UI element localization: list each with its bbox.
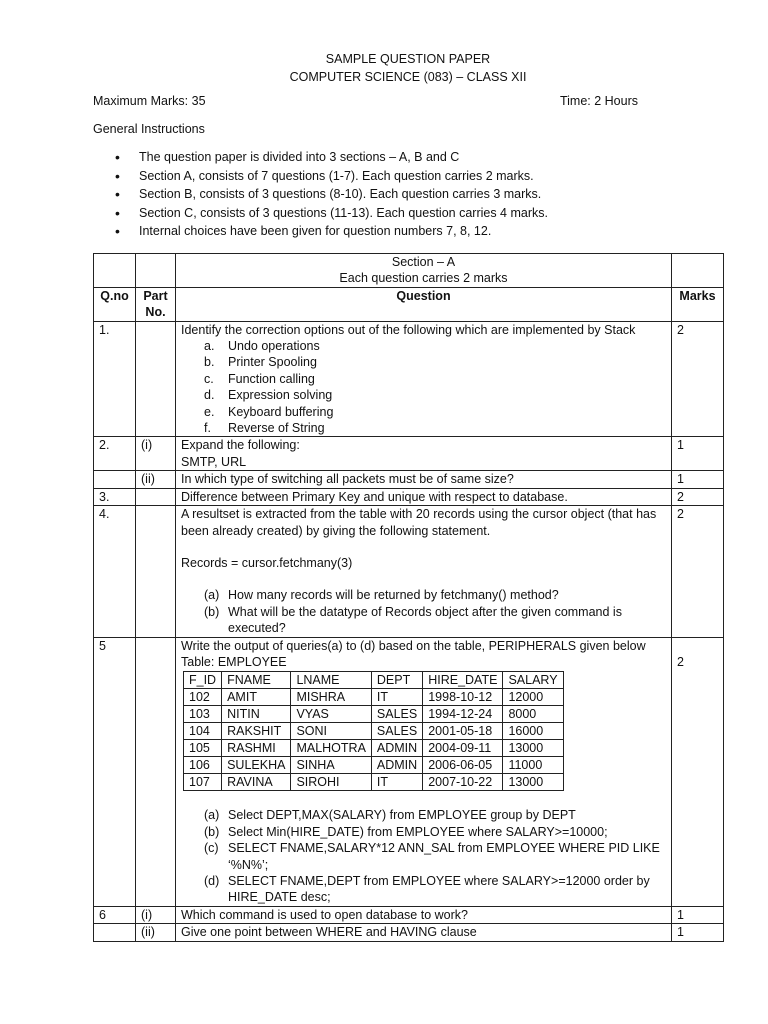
option-item: d. Expression solving	[204, 388, 333, 403]
emp-cell: 12000	[503, 689, 563, 706]
q5-text: Write the output of queries(a) to (d) based on the table, PERIPHERALS given below	[181, 638, 646, 653]
emp-header-cell: HIRE_DATE	[423, 672, 503, 689]
question-marks: 1	[672, 471, 724, 488]
question-row	[94, 506, 724, 637]
employee-row	[184, 774, 564, 791]
emp-cell: SALES	[371, 706, 422, 723]
emp-cell: IT	[371, 689, 422, 706]
option-item: c. Function calling	[204, 371, 315, 386]
query-item: (a) Select DEPT,MAX(SALARY) from EMPLOYEE group by DEPT	[204, 808, 576, 823]
instruction-item: • The question paper is divided into 3 sections – A, B and C	[139, 148, 723, 167]
question-marks: 2	[672, 506, 724, 637]
employee-table	[183, 671, 564, 791]
emp-header-cell: DEPT	[371, 672, 422, 689]
question-number: 5	[94, 637, 136, 906]
emp-cell: VYAS	[291, 706, 371, 723]
question-marks: 1	[672, 906, 724, 923]
emp-cell: 8000	[503, 706, 563, 723]
emp-cell: 2001-05-18	[423, 723, 503, 740]
question-part: (i)	[136, 906, 176, 923]
emp-cell: SINHA	[291, 757, 371, 774]
question-marks: 1	[672, 437, 724, 471]
col-part-line1: Part	[143, 288, 168, 303]
question-marks: 1	[672, 924, 724, 941]
emp-cell: 11000	[503, 757, 563, 774]
emp-cell: MISHRA	[291, 689, 371, 706]
question-row	[94, 637, 724, 906]
emp-cell: 2007-10-22	[423, 774, 503, 791]
option-item: e. Keyboard buffering	[204, 404, 334, 419]
employee-row	[184, 757, 564, 774]
emp-cell: 13000	[503, 774, 563, 791]
marks-time-row	[93, 94, 723, 112]
employee-header-row	[184, 672, 564, 689]
question-row	[94, 321, 724, 437]
emp-cell: RASHMI	[222, 740, 291, 757]
emp-cell: ADMIN	[371, 740, 422, 757]
emp-cell: 106	[184, 757, 222, 774]
emp-cell: 1994-12-24	[423, 706, 503, 723]
col-question-header: Question	[176, 287, 672, 321]
instruction-item: • Section A, consists of 7 questions (1-7). Each question carries 2 marks.	[139, 167, 723, 186]
emp-header-cell: SALARY	[503, 672, 563, 689]
emp-cell: SALES	[371, 723, 422, 740]
question-marks: 2	[672, 488, 724, 505]
q2-text-line1: Expand the following:	[181, 438, 300, 453]
max-marks: Maximum Marks: 35	[93, 94, 206, 108]
question-text: In which type of switching all packets must be of same size?	[176, 471, 672, 488]
question-number: 6	[94, 906, 136, 923]
instructions-list	[93, 148, 723, 241]
employee-row	[184, 689, 564, 706]
col-qno-header: Q.no	[94, 287, 136, 321]
emp-header-cell: F_ID	[184, 672, 222, 689]
emp-cell: AMIT	[222, 689, 291, 706]
question-text	[176, 637, 672, 906]
question-row	[94, 437, 724, 471]
question-row	[94, 924, 724, 941]
option-item: a. Undo operations	[204, 339, 320, 354]
employee-row	[184, 723, 564, 740]
q1-text: Identify the correction options out of the following which are implemented by Stack	[181, 322, 636, 337]
emp-cell: 105	[184, 740, 222, 757]
emp-cell: 2004-09-11	[423, 740, 503, 757]
q5-table-label: Table: EMPLOYEE	[181, 654, 287, 669]
section-title: Section – A	[391, 255, 456, 269]
emp-cell: SIROHI	[291, 774, 371, 791]
subquestion-item: (a) How many records will be returned by fetchmany() method?	[204, 588, 559, 603]
question-part: (ii)	[136, 471, 176, 488]
emp-cell: RAVINA	[222, 774, 291, 791]
emp-cell: 13000	[503, 740, 563, 757]
paper-header	[93, 50, 723, 241]
q2-text-line2: SMTP, URL	[181, 454, 247, 469]
emp-cell: SULEKHA	[222, 757, 291, 774]
emp-cell: 1998-10-12	[423, 689, 503, 706]
q5-queries	[181, 807, 666, 905]
question-number: 1.	[94, 321, 136, 437]
instruction-item: • Section C, consists of 3 questions (11-13). Each question carries 4 marks.	[139, 204, 723, 223]
section-header-row	[94, 254, 724, 288]
section-subtitle: Each question carries 2 marks	[339, 271, 508, 286]
employee-row	[184, 706, 564, 723]
emp-cell: ADMIN	[371, 757, 422, 774]
question-text: Give one point between WHERE and HAVING clause	[176, 924, 672, 941]
emp-cell: 2006-06-05	[423, 757, 503, 774]
q4-code: Records = cursor.fetchmany(3)	[181, 555, 353, 570]
emp-cell: NITIN	[222, 706, 291, 723]
question-number: 4.	[94, 506, 136, 637]
question-row	[94, 488, 724, 505]
question-text	[176, 321, 672, 437]
emp-cell: SONI	[291, 723, 371, 740]
question-text	[176, 506, 672, 637]
option-item: b. Printer Spooling	[204, 355, 317, 370]
query-item: (b) Select Min(HIRE_DATE) from EMPLOYEE where SALARY>=10000;	[204, 824, 608, 839]
emp-cell: IT	[371, 774, 422, 791]
question-table	[93, 253, 724, 942]
question-row	[94, 471, 724, 488]
column-header-row	[94, 287, 724, 321]
instruction-item: • Internal choices have been given for question numbers 7, 8, 12.	[139, 222, 723, 241]
paper-subtitle: COMPUTER SCIENCE (083) – CLASS XII	[289, 70, 527, 84]
instruction-item: • Section B, consists of 3 questions (8-10). Each question carries 3 marks.	[139, 185, 723, 204]
paper-title: SAMPLE QUESTION PAPER	[325, 52, 491, 66]
query-item: (c) SELECT FNAME,SALARY*12 ANN_SAL from EMPLOYEE WHERE PID LIKE ‘%N%’;	[204, 841, 660, 872]
emp-cell: 103	[184, 706, 222, 723]
question-row	[94, 906, 724, 923]
emp-cell: 16000	[503, 723, 563, 740]
employee-row	[184, 740, 564, 757]
question-text	[176, 437, 672, 471]
col-part-line2: No.	[145, 305, 166, 320]
col-part-header	[136, 287, 176, 321]
question-marks: 2	[672, 321, 724, 437]
question-text: Which command is used to open database to work?	[176, 906, 672, 923]
instructions-heading: General Instructions	[93, 122, 205, 136]
question-number: 3.	[94, 488, 136, 505]
emp-cell: RAKSHIT	[222, 723, 291, 740]
col-marks-header: Marks	[672, 287, 724, 321]
emp-cell: 107	[184, 774, 222, 791]
emp-header-cell: FNAME	[222, 672, 291, 689]
time-allowed: Time: 2 Hours	[559, 94, 638, 108]
q1-options	[181, 338, 666, 436]
question-text: Difference between Primary Key and unique with respect to database.	[176, 488, 672, 505]
question-part: (i)	[136, 437, 176, 471]
emp-cell: 102	[184, 689, 222, 706]
emp-header-cell: LNAME	[291, 672, 371, 689]
question-part: (ii)	[136, 924, 176, 941]
question-number: 2.	[94, 437, 136, 471]
section-title-cell	[176, 254, 672, 288]
emp-cell: MALHOTRA	[291, 740, 371, 757]
question-marks: 2	[672, 637, 724, 906]
option-item: f. Reverse of String	[204, 421, 325, 436]
query-item: (d) SELECT FNAME,DEPT from EMPLOYEE where SALARY>=12000 order by HIRE_DATE desc;	[204, 873, 650, 905]
q4-text: A resultset is extracted from the table with 20 records using the cursor object (that has been already created) by giving the following statement.	[181, 507, 657, 538]
emp-cell: 104	[184, 723, 222, 740]
subquestion-item: (b) What will be the datatype of Records object after the given command is executed?	[204, 604, 622, 636]
q4-subquestions	[181, 587, 666, 636]
